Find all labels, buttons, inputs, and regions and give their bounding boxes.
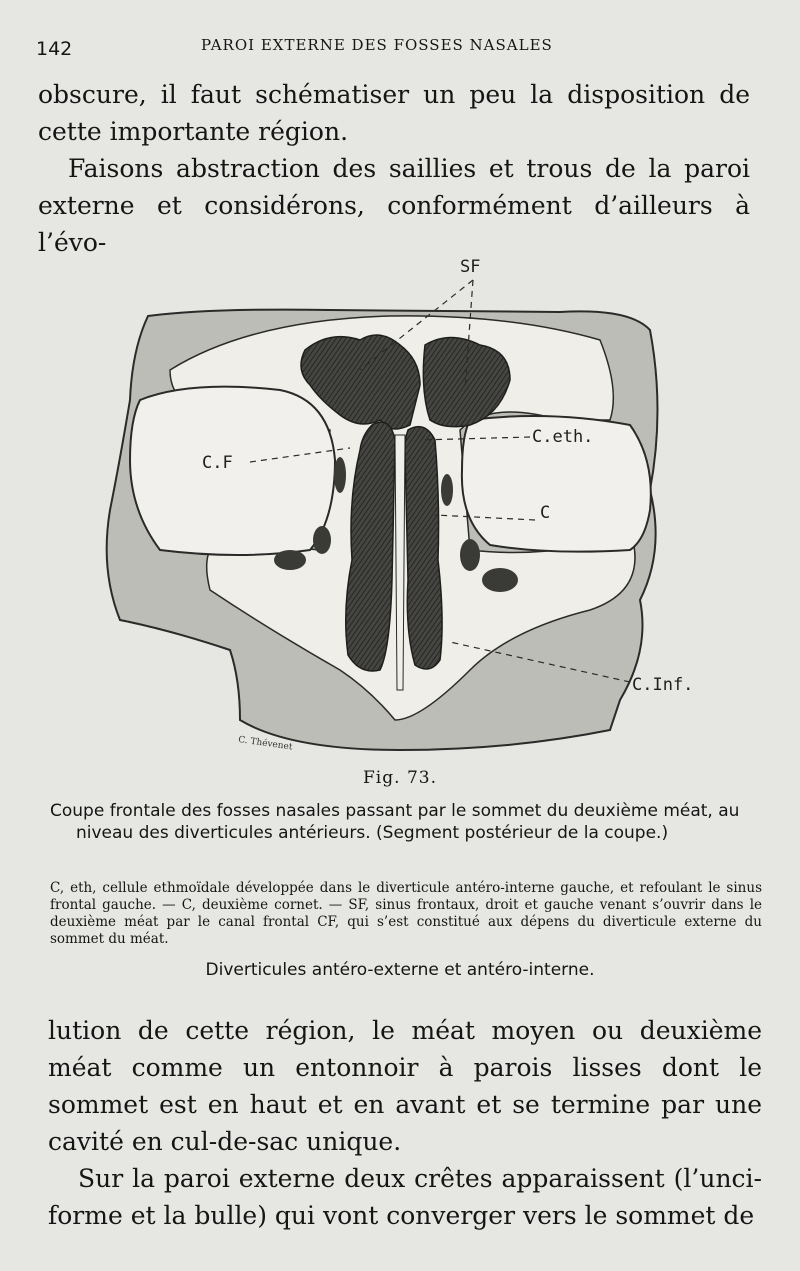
bottom-paragraphs [48, 1012, 762, 1234]
running-title: PAROI EXTERNE DES FOSSES NASALES [201, 36, 553, 54]
nasal-section-illustration [90, 250, 730, 770]
paragraph-continuation: lution de cette région, le méat moyen ou deuxième méat comme un entonnoir à parois lisses dont le sommet est en haut et en avant et se termine par une cavité en cul-de-sac unique. [48, 1016, 762, 1156]
paragraph: Sur la paroi externe deux crêtes apparaissent (l’unci-forme et la bulle) qui vont converger vers le sommet de [48, 1164, 762, 1230]
figure-subtitle: Diverticules antéro-externe et antéro-interne. [205, 960, 595, 980]
label-ceth: C.eth. [532, 427, 594, 447]
top-paragraphs [38, 76, 750, 261]
paragraph: Faisons abstraction des saillies et trous de la paroi externe et considérons, conformément d’ailleurs à l’évo- [38, 154, 750, 257]
figure-73 [90, 250, 730, 770]
figure-caption [50, 800, 762, 844]
label-cinf: C.Inf. [632, 675, 694, 695]
ethmoid-cell [313, 526, 331, 554]
ethmoid-cell [274, 550, 306, 570]
paragraph-continuation: obscure, il faut schématiser un peu la disposition de cette importante région. [38, 80, 750, 146]
running-header [36, 34, 760, 58]
figure-number: Fig. 73. [363, 768, 437, 788]
label-cf: C.F [202, 453, 233, 473]
label-sf: SF [460, 257, 481, 277]
figure-legend [50, 880, 762, 948]
nasal-septum [395, 435, 405, 690]
ethmoid-cell [334, 457, 346, 493]
legend-text: C, eth, cellule ethmoïdale développée dans le diverticule antéro-interne gauche, et refoulant le sinus frontal gauche. — C, deuxième cornet. — SF, sinus frontaux, droit et gauche venant s’ouvrir dans le deuxième méat par le canal frontal CF, qui s’est constitué aux dépens du diverticule externe du sommet du méat. [50, 880, 762, 947]
caption-main: Coupe frontale des fosses nasales passant par le sommet du deuxième méat, au niveau des diverticules antérieurs. (Segment postérieur de la coupe.) [50, 801, 740, 843]
ethmoid-cell [460, 539, 480, 571]
page-number: 142 [36, 38, 73, 60]
illustrator-signature: C. Thévenet [237, 735, 294, 753]
ethmoid-cell [482, 568, 518, 592]
right-nasal-fossa [405, 427, 442, 669]
label-c: C [540, 503, 551, 523]
ethmoid-cell [441, 474, 453, 506]
